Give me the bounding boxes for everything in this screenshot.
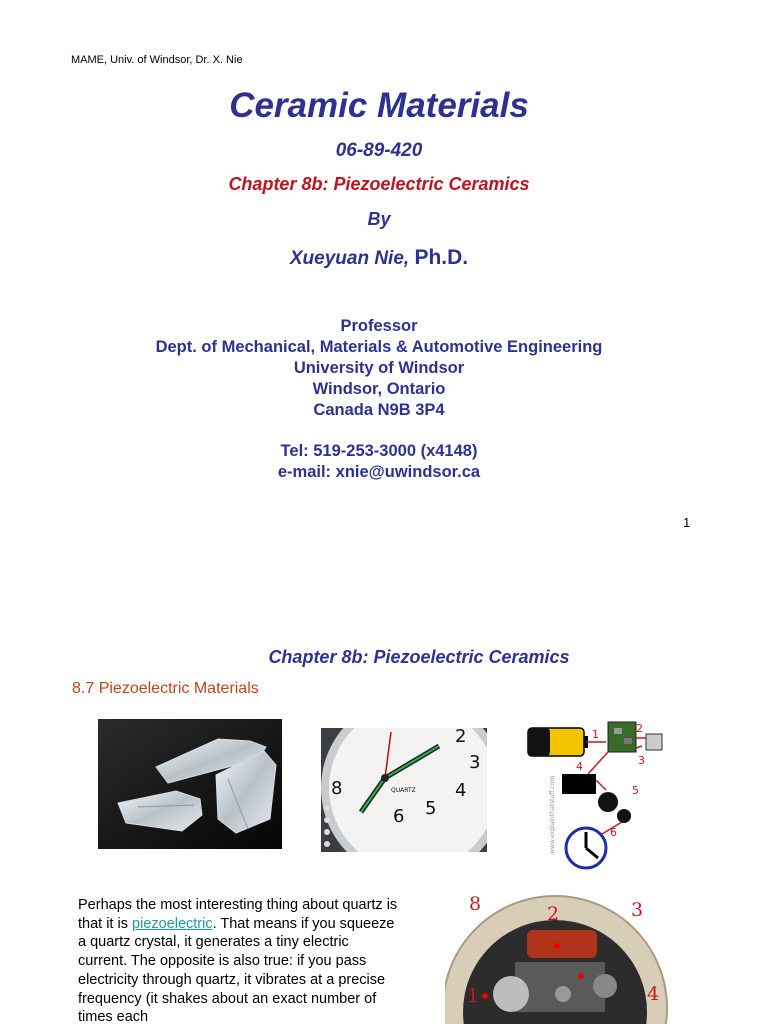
quartz-paragraph	[78, 896, 398, 1027]
contact-tel: Tel: 519-253-3000 (x4148)	[280, 442, 478, 460]
quartz-crystal-image	[98, 719, 282, 849]
affiliation-role: Professor	[340, 317, 418, 335]
watch-label-4: 4	[647, 983, 660, 1005]
section-heading: 8.7 Piezoelectric Materials	[72, 680, 259, 697]
slide2-chapter-title: Chapter 8b: Piezoelectric Ceramics	[268, 647, 570, 667]
watch-label-3: 3	[631, 899, 644, 921]
diagram-vertical-caption: www.explainthatstuff.com	[549, 775, 556, 854]
clock-numeral-6: 6	[393, 806, 405, 827]
quartz-clock-image	[321, 728, 487, 852]
page-title: Ceramic Materials	[229, 86, 529, 125]
diagram-label-5: 5	[632, 784, 639, 797]
watch-label-8: 8	[469, 893, 482, 915]
diagram-label-3: 3	[638, 754, 645, 767]
diagram-label-4: 4	[576, 760, 583, 773]
piezoelectric-link[interactable]: piezoelectric	[132, 915, 213, 932]
clock-numeral-2: 2	[455, 728, 467, 747]
clock-numeral-3: 3	[469, 752, 481, 773]
affiliation-city: Windsor, Ontario	[312, 380, 446, 398]
contact-block	[0, 441, 758, 483]
by-label: By	[367, 209, 391, 229]
header-note: MAME, Univ. of Windsor, Dr. X. Nie	[71, 54, 243, 66]
contact-email: e-mail: xnie@uwindsor.ca	[277, 463, 481, 481]
affiliation-country: Canada N9B 3P4	[313, 401, 445, 419]
affiliation-department: Dept. of Mechanical, Materials & Automotive Engineering	[155, 338, 603, 356]
clock-numeral-8: 8	[331, 778, 343, 799]
paragraph-text-end: . That means if you squeeze a quartz crystal, it generates a tiny electric current. The opposite is also true: if you pass electricity through quartz, it vibrates at a precise frequency (it shakes about an exact number of times each	[78, 915, 395, 1026]
affiliation-university: University of Windsor	[293, 359, 465, 377]
watch-label-1: 1	[467, 985, 480, 1007]
clock-numeral-5: 5	[425, 798, 437, 819]
diagram-label-1: 1	[592, 728, 599, 741]
watch-movement-image	[445, 890, 675, 1024]
diagram-label-6: 6	[610, 826, 617, 839]
diagram-label-2: 2	[636, 722, 643, 735]
page-number: 1	[683, 515, 691, 530]
author-name: Xueyuan Nie,	[289, 248, 410, 269]
quartz-watch-diagram	[522, 718, 672, 878]
chapter-title: Chapter 8b: Piezoelectric Ceramics	[228, 174, 530, 194]
course-code: 06-89-420	[335, 140, 423, 161]
author-line	[0, 246, 758, 270]
author-degree: Ph.D.	[414, 246, 469, 269]
clock-label: QUARTZ	[391, 787, 416, 794]
clock-numeral-4: 4	[455, 780, 467, 801]
affiliation-block	[0, 316, 758, 421]
paragraph-text-start: Perhaps the most interesting thing about quartz is that it is	[78, 897, 398, 932]
watch-label-2: 2	[547, 903, 560, 925]
